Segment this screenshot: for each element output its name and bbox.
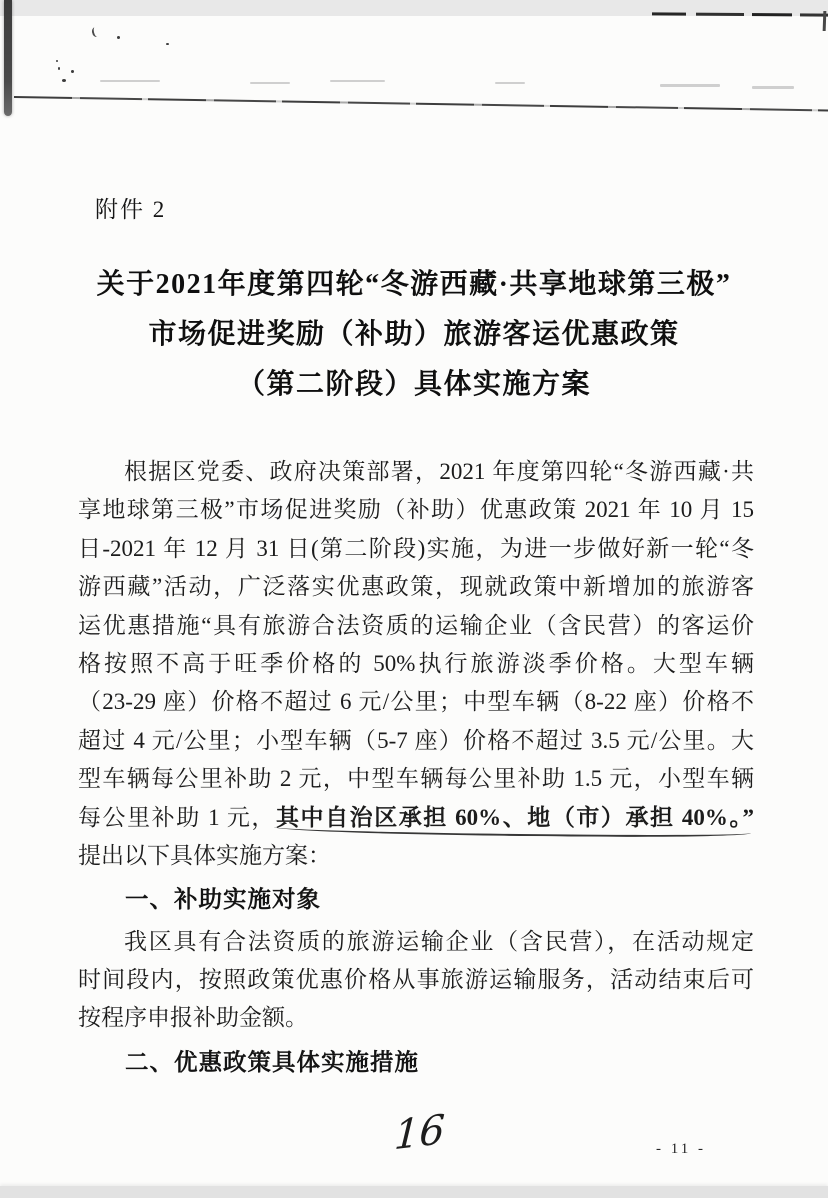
closing-quote: ” [742,804,755,830]
body-line: （23-29 座）价格不超过 6 元/公里；中型车辆（8-22 座）价格不 [78,689,754,715]
title-line-3: （第二阶段）具体实施方案 [236,369,591,400]
document-body [78,453,754,1085]
scan-smudge [330,80,385,82]
body-line: 按程序申报补助金额。 [78,1005,308,1031]
body-line: 我区具有合法资质的旅游运输企业（含民营），在活动规定 [124,928,754,954]
scan-edge-tick [823,11,827,31]
scan-smudge [660,84,720,87]
line-prefix: 每公里补助 1 元， [78,804,276,830]
scan-speck [91,26,101,38]
scan-smudge [752,86,794,89]
body-line: 提出以下具体实施方案： [78,842,331,868]
scan-speck [117,36,120,39]
title-line-1: 关于2021年度第四轮“冬游西藏·共享地球第三极” [96,269,732,300]
scan-speck [62,79,66,82]
underlined-emphasis-text: 其中自治区承担 60%、地（市）承担 40%。 [275,804,743,830]
body-line: 日-2021 年 12 月 31 日(第二阶段)实施，为进一步做好新一轮“冬 [78,535,754,561]
body-line: 超过 4 元/公里；小型车辆（5-7 座）价格不超过 3.5 元/公里。大 [78,727,754,753]
body-line: 游西藏”活动，广泛落实优惠政策，现就政策中新增加的旅游客 [78,574,754,600]
body-line: 时间段内，按照政策优惠价格从事旅游运输服务，活动结束后可 [78,967,754,993]
body-line: 根据区党委、政府决策部署，2021 年度第四轮“冬游西藏·共 [124,459,754,484]
scanner-band-bottom [0,1186,828,1198]
document-title [40,260,788,410]
scan-speck [56,60,58,62]
scan-speck [58,67,60,70]
scan-fold-line [14,96,828,112]
attachment-label: 附件 2 [95,197,167,222]
body-line: 运优惠措施“具有旅游合法资质的运输企业（含民营）的客运价 [78,612,754,638]
section-2-heading: 二、优惠政策具体实施措施 [125,1048,419,1075]
scan-smudge [100,80,160,82]
scan-artifact-bar [4,0,12,116]
handwritten-page-number: 16 [392,1106,446,1160]
scan-smudge [250,82,290,84]
body-line: 格按照不高于旺季价格的 50%执行旅游淡季价格。大型车辆 [78,650,754,676]
body-line-underlined [78,799,754,837]
title-line-2: 市场促进奖励（补助）旅游客运优惠政策 [148,319,680,350]
body-line: 享地球第三极”市场促进奖励（补助）优惠政策 2021 年 10 月 15 [78,497,754,523]
scan-speck [166,43,169,45]
scan-speck [71,70,74,73]
printed-page-number: - 11 - [656,1141,706,1157]
scan-smudge [495,82,525,84]
body-line: 型车辆每公里补助 2 元，中型车辆每公里补助 1.5 元，小型车辆 [78,766,754,792]
section-1-heading: 一、补助实施对象 [125,886,321,913]
